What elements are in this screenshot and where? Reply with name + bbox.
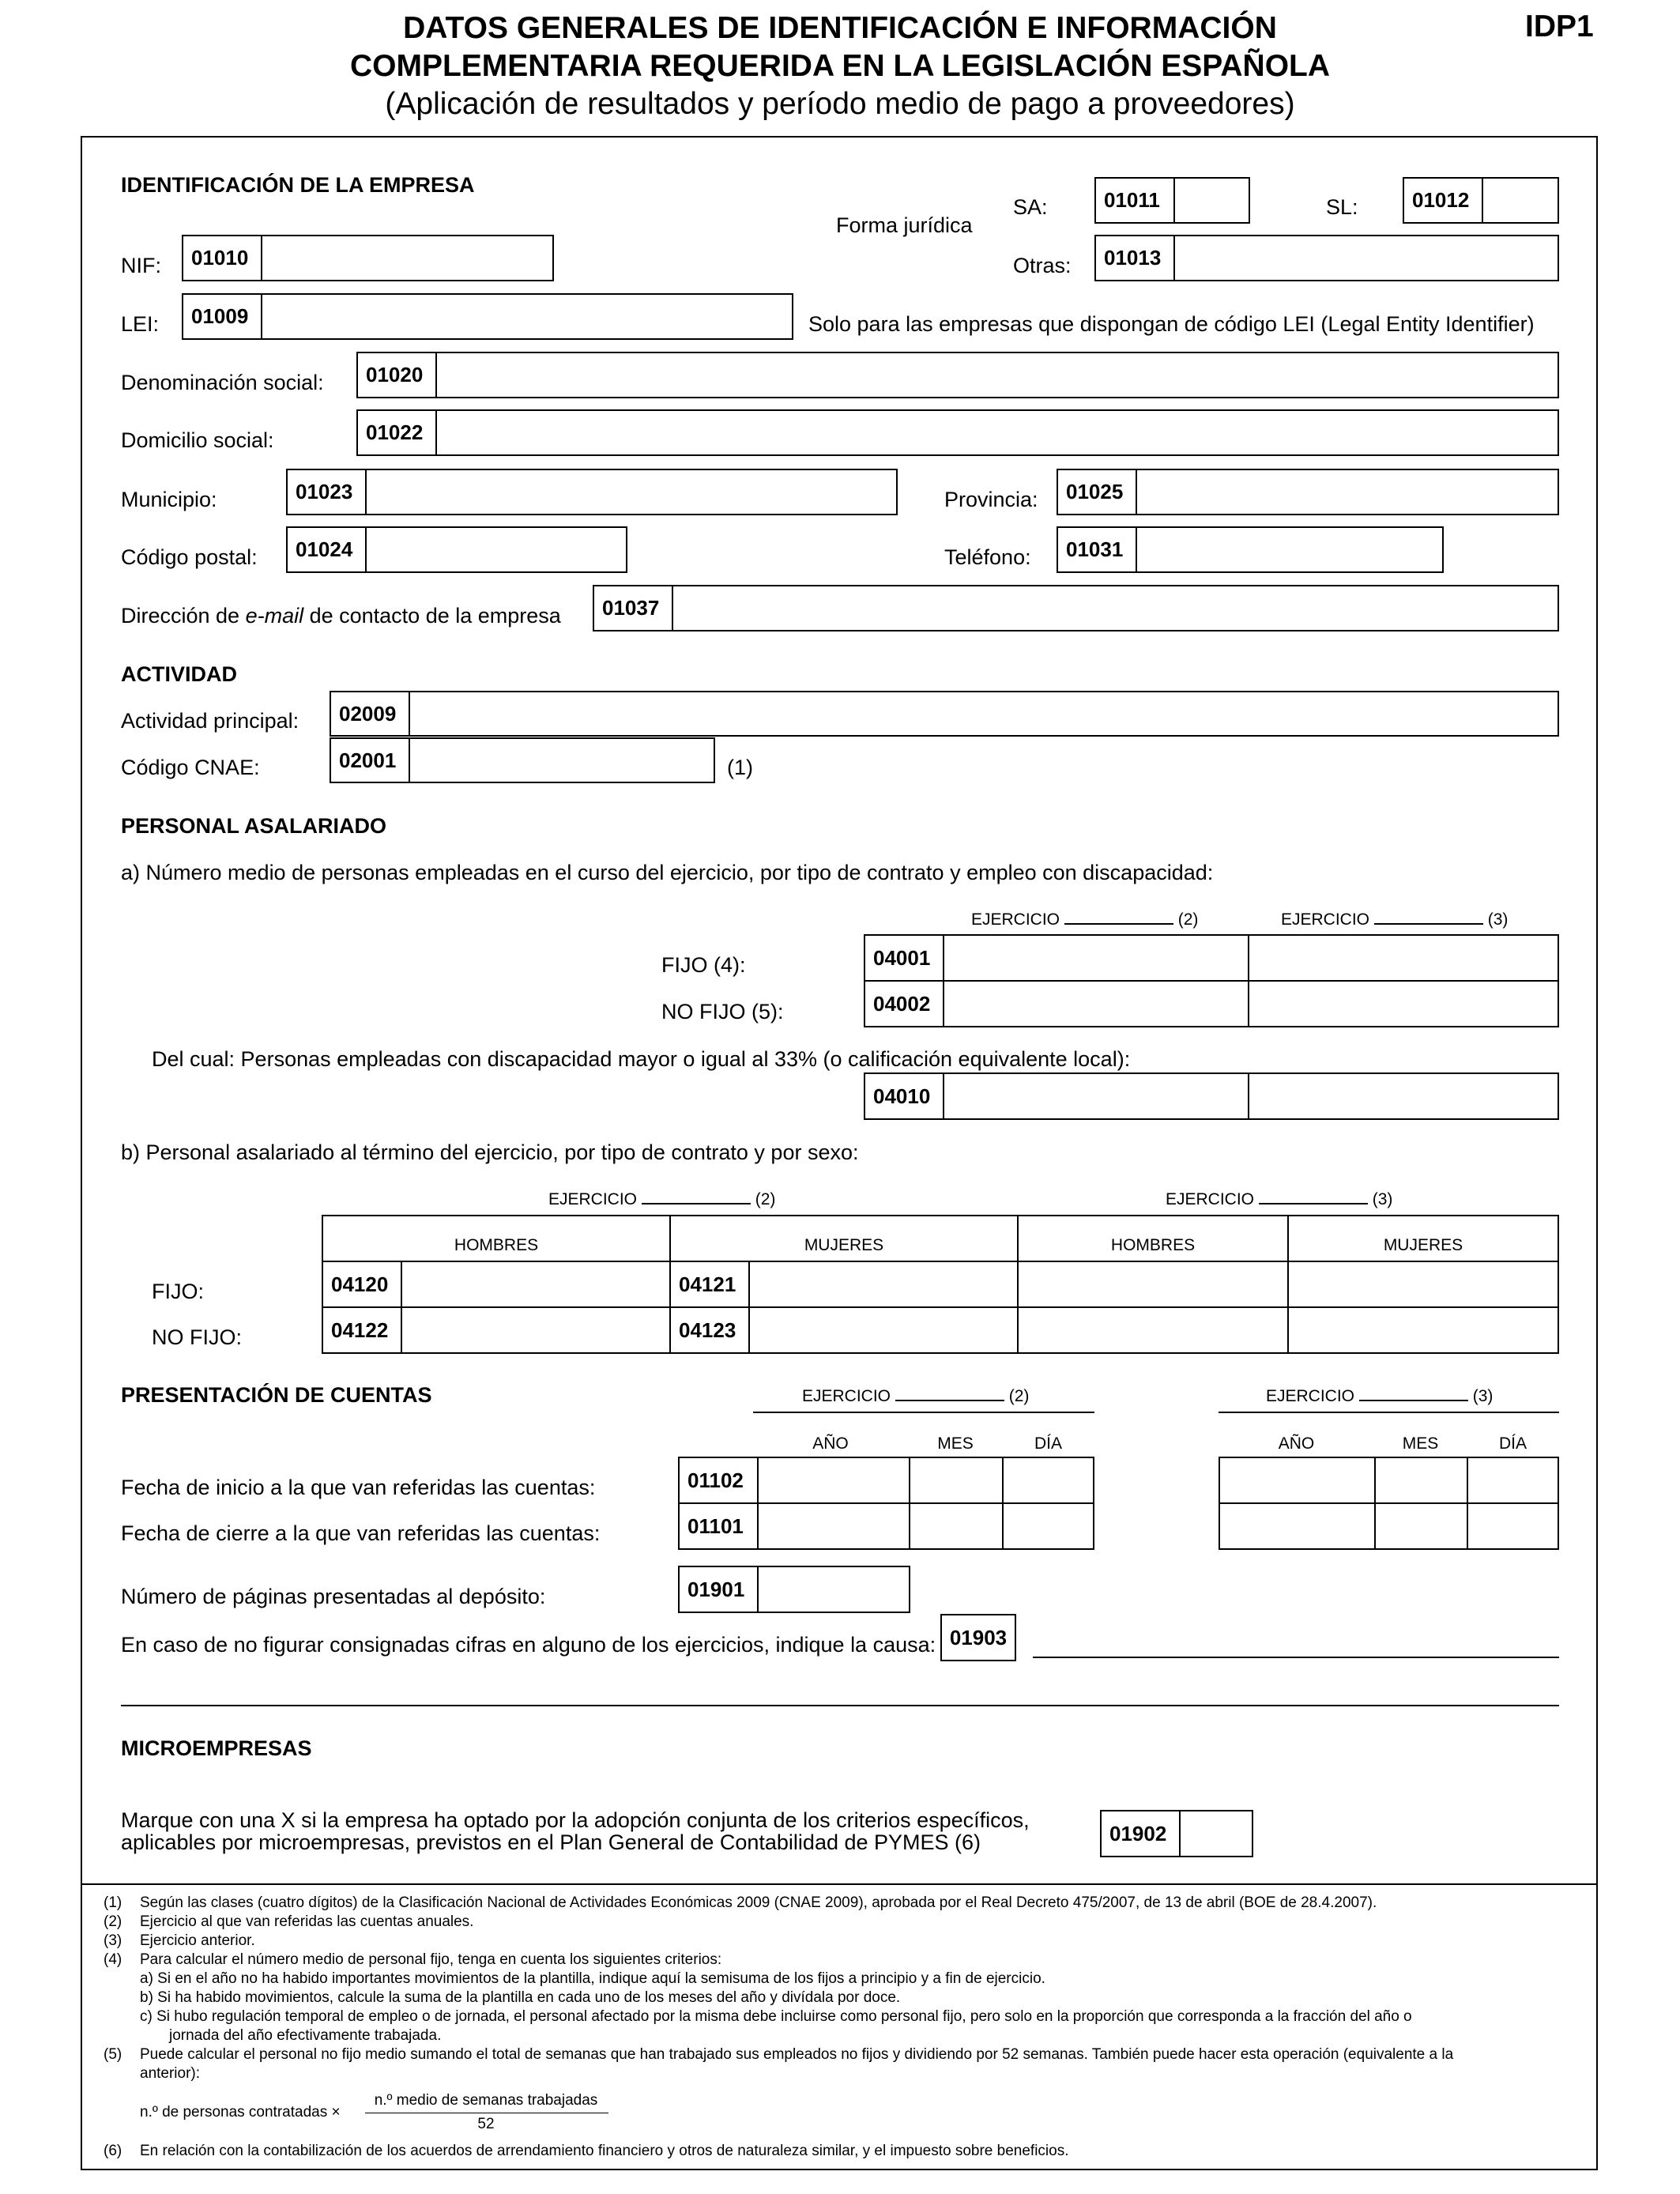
actividad-principal-label: Actividad principal:: [121, 709, 299, 733]
fecha-inicio-dia-2[interactable]: [1002, 1457, 1094, 1504]
domicilio-field[interactable]: [356, 409, 1559, 456]
fijo-code: 04001: [865, 936, 944, 980]
forma-juridica-label: Forma jurídica: [836, 213, 973, 237]
sl-label: SL:: [1326, 195, 1358, 219]
b-header-mujeres-3: MUJERES: [1287, 1215, 1559, 1262]
footnote-3: Ejercicio anterior.: [140, 1932, 255, 1949]
otras-field[interactable]: [1094, 235, 1559, 281]
formula-left: n.º de personas contratadas ×: [140, 2104, 341, 2120]
ejercicio-2-rule: [753, 1412, 1094, 1413]
nif-code: 01010: [183, 236, 262, 280]
lei-code: 01009: [183, 295, 262, 338]
footnote-3-num: (3): [104, 1932, 122, 1949]
b-code-04122: 04122: [323, 1308, 402, 1352]
fecha-inicio-dia-3[interactable]: [1467, 1457, 1559, 1504]
footnote-4b: b) Si ha habido movimientos, calcule la suma de la plantilla en cada uno de los meses del año y divídala por doce.: [140, 1989, 901, 2006]
municipio-label: Municipio:: [121, 488, 217, 511]
footnote-2-num: (2): [104, 1913, 122, 1930]
paginas-code: 01901: [680, 1567, 759, 1612]
footnote-4c: c) Si hubo regulación temporal de empleo o de jornada, el personal afectado por la misma debe incluirse como personal fijo, pero solo en la proporción que corresponda a la fracción del año o: [140, 2008, 1412, 2025]
dia-header-2: DÍA: [1034, 1434, 1062, 1453]
b-nofijo-mujeres-2[interactable]: [669, 1306, 1019, 1354]
mes-header-2: MES: [937, 1434, 974, 1453]
sl-code: 01012: [1404, 179, 1483, 222]
b-fijo-mujeres-2[interactable]: [669, 1261, 1019, 1308]
form-subtitle: (Aplicación de resultados y período medio de pago a proveedores): [385, 87, 1295, 121]
micro-code: 01902: [1102, 1811, 1181, 1856]
mes-header-3: MES: [1402, 1434, 1439, 1453]
provincia-label: Provincia:: [944, 488, 1038, 511]
footnote-5-num: (5): [104, 2046, 122, 2063]
email-field[interactable]: [593, 585, 1559, 631]
domicilio-code: 01022: [358, 411, 437, 454]
causa-label: En caso de no figurar consignadas cifras en alguno de los ejercicios, indique la causa:: [121, 1633, 936, 1657]
fijo-field-2[interactable]: [864, 934, 1249, 982]
provincia-field[interactable]: [1057, 469, 1559, 515]
cnae-note: (1): [727, 756, 753, 779]
personal-a-text: a) Número medio de personas empleadas en el curso del ejercicio, por tipo de contrato y empleo con discapacidad:: [121, 861, 1214, 884]
fecha-cierre-mes-3[interactable]: [1374, 1502, 1468, 1550]
formula-numerator: n.º medio de semanas trabajadas: [374, 2092, 598, 2109]
b-header-hombres-3: HOMBRES: [1017, 1215, 1289, 1262]
footnote-1-num: (1): [104, 1894, 122, 1911]
fijo-label: FIJO (4):: [661, 953, 746, 977]
presentacion-ejercicio-3: EJERCICIO (3): [1266, 1387, 1494, 1405]
telefono-field[interactable]: [1057, 526, 1444, 573]
section-presentacion: PRESENTACIÓN DE CUENTAS: [121, 1383, 432, 1407]
footnote-6-num: (6): [104, 2143, 122, 2159]
section-microempresas: MICROEMPRESAS: [121, 1736, 312, 1760]
ejercicio-3-rule: [1219, 1412, 1559, 1413]
footnote-1: Según las clases (cuatro dígitos) de la Clasificación Nacional de Actividades Económicas 2009 (CNAE 2009), aprobada por el Real Decreto 475/2007, de 13 de abril (BOE de 28.4.2007).: [140, 1894, 1377, 1911]
discapacidad-field-3[interactable]: [1248, 1072, 1559, 1120]
discapacidad-text: Del cual: Personas empleadas con discapacidad mayor o igual al 33% (o calificación equivalente local):: [152, 1047, 1131, 1071]
form-title-line1: DATOS GENERALES DE IDENTIFICACIÓN E INFORMACIÓN: [403, 11, 1277, 45]
ejercicio-header-2: EJERCICIO (2): [971, 910, 1199, 929]
ejercicio-header-3: EJERCICIO (3): [1281, 910, 1509, 929]
sa-label: SA:: [1013, 195, 1048, 219]
codigo-postal-code: 01024: [288, 528, 367, 571]
fecha-inicio-mes-2[interactable]: [909, 1457, 1004, 1504]
paginas-label: Número de páginas presentadas al depósito:: [121, 1585, 546, 1608]
fecha-cierre-mes-2[interactable]: [909, 1502, 1004, 1550]
b-header-hombres-2: HOMBRES: [322, 1215, 671, 1262]
b-nofijo-hombres-3[interactable]: [1017, 1306, 1289, 1354]
ano-header-3: AÑO: [1278, 1434, 1315, 1453]
micro-checkbox[interactable]: [1100, 1810, 1253, 1857]
denominacion-code: 01020: [358, 353, 437, 397]
nofijo-code: 04002: [865, 982, 944, 1026]
nofijo-field-3[interactable]: [1248, 980, 1559, 1027]
fecha-cierre-dia-2[interactable]: [1002, 1502, 1094, 1550]
fecha-cierre-dia-3[interactable]: [1467, 1502, 1559, 1550]
sa-field[interactable]: [1094, 177, 1250, 224]
cnae-label: Código CNAE:: [121, 756, 260, 779]
formula-denominator: 52: [477, 2116, 495, 2132]
b-nofijo-mujeres-3[interactable]: [1287, 1306, 1559, 1354]
nofijo-label: NO FIJO (5):: [661, 1000, 784, 1023]
nif-label: NIF:: [121, 254, 161, 277]
footnote-2: Ejercicio al que van referidas las cuentas anuales.: [140, 1913, 474, 1930]
b-fijo-hombres-3[interactable]: [1017, 1261, 1289, 1308]
b-fijo-label: FIJO:: [152, 1280, 204, 1303]
otras-code: 01013: [1096, 236, 1175, 280]
fecha-cierre-ano-3[interactable]: [1219, 1502, 1376, 1550]
municipio-code: 01023: [288, 470, 367, 514]
fecha-inicio-mes-3[interactable]: [1374, 1457, 1468, 1504]
b-code-04121: 04121: [671, 1262, 750, 1306]
personal-b-text: b) Personal asalariado al término del ejercicio, por tipo de contrato y por sexo:: [121, 1140, 859, 1164]
denominacion-field[interactable]: [356, 352, 1559, 398]
fecha-inicio-label: Fecha de inicio a la que van referidas las cuentas:: [121, 1476, 596, 1499]
codigo-postal-field[interactable]: [286, 526, 627, 573]
lei-note: Solo para las empresas que dispongan de código LEI (Legal Entity Identifier): [808, 312, 1535, 336]
telefono-label: Teléfono:: [944, 545, 1031, 569]
fijo-field-3[interactable]: [1248, 934, 1559, 982]
denominacion-label: Denominación social:: [121, 371, 324, 394]
discapacidad-field-2[interactable]: [864, 1072, 1249, 1120]
form-code: IDP1: [1525, 9, 1594, 43]
section-personal: PERSONAL ASALARIADO: [121, 814, 387, 838]
paginas-field[interactable]: [678, 1566, 910, 1613]
fecha-inicio-code: 01102: [680, 1458, 759, 1502]
b-nofijo-hombres-2[interactable]: [322, 1306, 671, 1354]
email-label: Dirección de e-mail de contacto de la empresa: [121, 604, 561, 628]
footnote-4c-cont: jornada del año efectivamente trabajada.: [169, 2027, 442, 2044]
domicilio-label: Domicilio social:: [121, 428, 274, 452]
actividad-principal-code: 02009: [331, 692, 410, 735]
b-ejercicio-header-2: EJERCICIO (2): [548, 1190, 776, 1208]
form-title-line2: COMPLEMENTARIA REQUERIDA EN LA LEGISLACIÓN ESPAÑOLA: [349, 49, 1331, 83]
micro-text-line1: Marque con una X si la empresa ha optado por la adopción conjunta de los criterios específicos,: [121, 1808, 1030, 1832]
ano-header-2: AÑO: [812, 1434, 849, 1453]
b-fijo-hombres-2[interactable]: [322, 1261, 671, 1308]
presentacion-ejercicio-2: EJERCICIO (2): [802, 1387, 1030, 1405]
telefono-code: 01031: [1058, 528, 1137, 571]
section-identificacion: IDENTIFICACIÓN DE LA EMPRESA: [121, 173, 475, 197]
email-code: 01037: [594, 586, 673, 630]
causa-line-1[interactable]: [1033, 1657, 1559, 1658]
b-ejercicio-header-3: EJERCICIO (3): [1166, 1190, 1393, 1208]
footnotes-divider: [81, 1883, 1598, 1885]
footnote-5: Puede calcular el personal no fijo medio sumando el total de semanas que han trabajado sus empleados no fijos y dividiendo por 52 semanas. También puede hacer esta operación (equivalente a la: [140, 2046, 1454, 2063]
dia-header-3: DÍA: [1498, 1434, 1527, 1453]
fecha-cierre-label: Fecha de cierre a la que van referidas las cuentas:: [121, 1521, 601, 1545]
fecha-inicio-ano-2[interactable]: [678, 1457, 910, 1504]
codigo-postal-label: Código postal:: [121, 545, 258, 569]
cnae-field[interactable]: [330, 737, 715, 783]
footnote-6: En relación con la contabilización de los acuerdos de arrendamiento financiero y otros de naturaleza similar, y el impuesto sobre beneficios.: [140, 2143, 1069, 2159]
b-code-04120: 04120: [323, 1262, 402, 1306]
sl-field[interactable]: [1403, 177, 1559, 224]
fecha-cierre-code: 01101: [680, 1504, 759, 1548]
lei-field[interactable]: [182, 293, 793, 340]
section-actividad: ACTIVIDAD: [121, 662, 237, 686]
fecha-cierre-ano-2[interactable]: [678, 1502, 910, 1550]
causa-code: 01903: [940, 1614, 1016, 1661]
cnae-code: 02001: [331, 739, 410, 782]
municipio-field[interactable]: [286, 469, 898, 515]
nif-field[interactable]: [182, 235, 554, 281]
sa-code: 01011: [1096, 179, 1175, 222]
discapacidad-code: 04010: [865, 1074, 944, 1118]
provincia-code: 01025: [1058, 470, 1137, 514]
b-nofijo-label: NO FIJO:: [152, 1325, 242, 1349]
footnote-4-num: (4): [104, 1951, 122, 1968]
nofijo-field-2[interactable]: [864, 980, 1249, 1027]
footnote-4a: a) Si en el año no ha habido importantes movimientos de la plantilla, indique aquí la semisuma de los fijos a principio y a fin de ejercicio.: [140, 1970, 1045, 1987]
b-fijo-mujeres-3[interactable]: [1287, 1261, 1559, 1308]
b-code-04123: 04123: [671, 1308, 750, 1352]
b-header-mujeres-2: MUJERES: [669, 1215, 1019, 1262]
otras-label: Otras:: [1013, 254, 1072, 277]
lei-label: LEI:: [121, 312, 160, 336]
footnote-4: Para calcular el número medio de personal fijo, tenga en cuenta los siguientes criterios:: [140, 1951, 722, 1968]
micro-text-line2: aplicables por microempresas, previstos en el Plan General de Contabilidad de PYMES (6): [121, 1830, 981, 1854]
footnote-5-cont: anterior):: [140, 2065, 201, 2082]
causa-line-2[interactable]: [121, 1705, 1559, 1706]
fecha-inicio-ano-3[interactable]: [1219, 1457, 1376, 1504]
actividad-principal-field[interactable]: [330, 691, 1559, 737]
